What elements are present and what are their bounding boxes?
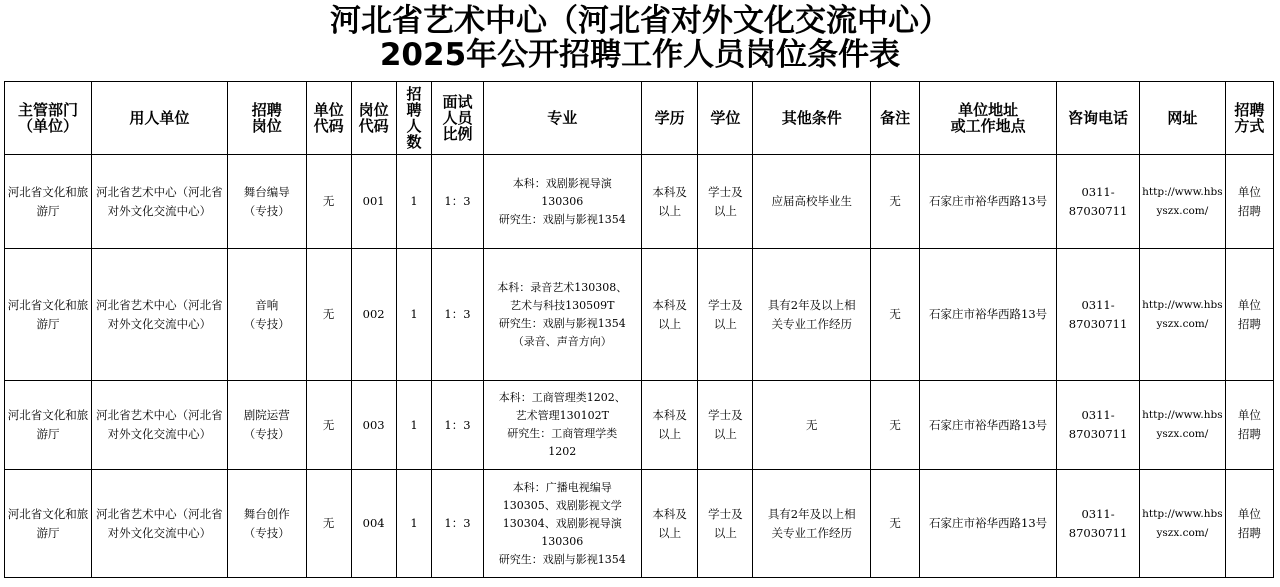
page-title: 河北省艺术中心（河北省对外文化交流中心） <box>330 3 950 39</box>
header-unit: 用人单位 <box>91 82 227 155</box>
header-addr: 单位地址 或工作地点 <box>920 82 1057 155</box>
cell-unit: 河北省艺术中心（河北省对外文化交流中心） <box>91 249 227 381</box>
cell-phone: 0311-87030711 <box>1057 470 1140 578</box>
cell-num: 1 <box>396 470 432 578</box>
header-edu: 学历 <box>642 82 698 155</box>
cell-url: http://www.hbsyszx.com/ <box>1139 381 1225 470</box>
header-post-code: 岗位 代码 <box>351 82 396 155</box>
cell-num: 1 <box>396 155 432 249</box>
cell-dept: 河北省文化和旅游厅 <box>5 155 92 249</box>
header-other: 其他条件 <box>753 82 871 155</box>
cell-degree: 学士及 以上 <box>698 249 753 381</box>
cell-edu: 本科及 以上 <box>642 470 698 578</box>
cell-other: 具有2年及以上相 关专业工作经历 <box>753 249 871 381</box>
cell-addr: 石家庄市裕华西路13号 <box>920 249 1057 381</box>
header-major: 专业 <box>483 82 641 155</box>
cell-edu: 本科及 以上 <box>642 249 698 381</box>
header-post: 招聘 岗位 <box>227 82 306 155</box>
cell-addr: 石家庄市裕华西路13号 <box>920 155 1057 249</box>
cell-other: 无 <box>753 381 871 470</box>
cell-unit: 河北省艺术中心（河北省对外文化交流中心） <box>91 155 227 249</box>
cell-post: 舞台编导 （专技） <box>227 155 306 249</box>
cell-addr: 石家庄市裕华西路13号 <box>920 381 1057 470</box>
cell-unit: 河北省艺术中心（河北省对外文化交流中心） <box>91 470 227 578</box>
cell-method: 单位 招聘 <box>1225 155 1273 249</box>
cell-post: 舞台创作 （专技） <box>227 470 306 578</box>
cell-phone: 0311-87030711 <box>1057 249 1140 381</box>
cell-method: 单位 招聘 <box>1225 249 1273 381</box>
cell-ratio: 1：3 <box>432 155 483 249</box>
cell-other: 应届高校毕业生 <box>753 155 871 249</box>
header-url: 网址 <box>1139 82 1225 155</box>
cell-major: 本科：录音艺术130308、 艺术与科技130509T 研究生：戏剧与影视1354 （录音、声音方向） <box>483 249 641 381</box>
cell-post: 音响 （专技） <box>227 249 306 381</box>
cell-dept: 河北省文化和旅游厅 <box>5 249 92 381</box>
cell-degree: 学士及 以上 <box>698 381 753 470</box>
cell-remark: 无 <box>871 249 920 381</box>
table-row <box>5 381 1274 470</box>
cell-unit: 河北省艺术中心（河北省对外文化交流中心） <box>91 381 227 470</box>
cell-remark: 无 <box>871 470 920 578</box>
header-unit-code: 单位 代码 <box>306 82 351 155</box>
header-phone: 咨询电话 <box>1057 82 1140 155</box>
cell-post-code: 003 <box>351 381 396 470</box>
header-row <box>5 82 1274 155</box>
header-ratio: 面试 人员 比例 <box>432 82 483 155</box>
header-method: 招聘 方式 <box>1225 82 1273 155</box>
header-num: 招 聘 人 数 <box>396 82 432 155</box>
cell-post-code: 004 <box>351 470 396 578</box>
cell-url: http://www.hbsyszx.com/ <box>1139 249 1225 381</box>
positions-table <box>4 81 1274 578</box>
cell-ratio: 1：3 <box>432 470 483 578</box>
table-row <box>5 155 1274 249</box>
cell-dept: 河北省文化和旅游厅 <box>5 470 92 578</box>
cell-ratio: 1：3 <box>432 381 483 470</box>
cell-ratio: 1：3 <box>432 249 483 381</box>
cell-url: http://www.hbsyszx.com/ <box>1139 470 1225 578</box>
cell-num: 1 <box>396 381 432 470</box>
cell-method: 单位 招聘 <box>1225 470 1273 578</box>
cell-method: 单位 招聘 <box>1225 381 1273 470</box>
cell-degree: 学士及 以上 <box>698 470 753 578</box>
cell-phone: 0311-87030711 <box>1057 155 1140 249</box>
cell-major: 本科：广播电视编导 130305、戏剧影视文学 130304、戏剧影视导演 130306 研究生：戏剧与影视1354 <box>483 470 641 578</box>
cell-phone: 0311-87030711 <box>1057 381 1140 470</box>
cell-major: 本科：工商管理类1202、 艺术管理130102T 研究生：工商管理学类 1202 <box>483 381 641 470</box>
cell-major: 本科：戏剧影视导演 130306 研究生：戏剧与影视1354 <box>483 155 641 249</box>
cell-addr: 石家庄市裕华西路13号 <box>920 470 1057 578</box>
cell-dept: 河北省文化和旅游厅 <box>5 381 92 470</box>
cell-unit-code: 无 <box>306 381 351 470</box>
page-subtitle: 2025年公开招聘工作人员岗位条件表 <box>379 37 901 73</box>
cell-post-code: 001 <box>351 155 396 249</box>
cell-post-code: 002 <box>351 249 396 381</box>
header-dept: 主管部门 （单位） <box>5 82 92 155</box>
cell-num: 1 <box>396 249 432 381</box>
cell-unit-code: 无 <box>306 249 351 381</box>
cell-post: 剧院运营 （专技） <box>227 381 306 470</box>
header-remark: 备注 <box>871 82 920 155</box>
header-degree: 学位 <box>698 82 753 155</box>
cell-unit-code: 无 <box>306 155 351 249</box>
cell-url: http://www.hbsyszx.com/ <box>1139 155 1225 249</box>
cell-edu: 本科及 以上 <box>642 155 698 249</box>
cell-edu: 本科及 以上 <box>642 381 698 470</box>
table-row <box>5 249 1274 381</box>
cell-degree: 学士及 以上 <box>698 155 753 249</box>
cell-unit-code: 无 <box>306 470 351 578</box>
cell-remark: 无 <box>871 155 920 249</box>
cell-remark: 无 <box>871 381 920 470</box>
cell-other: 具有2年及以上相 关专业工作经历 <box>753 470 871 578</box>
table-row <box>5 470 1274 578</box>
